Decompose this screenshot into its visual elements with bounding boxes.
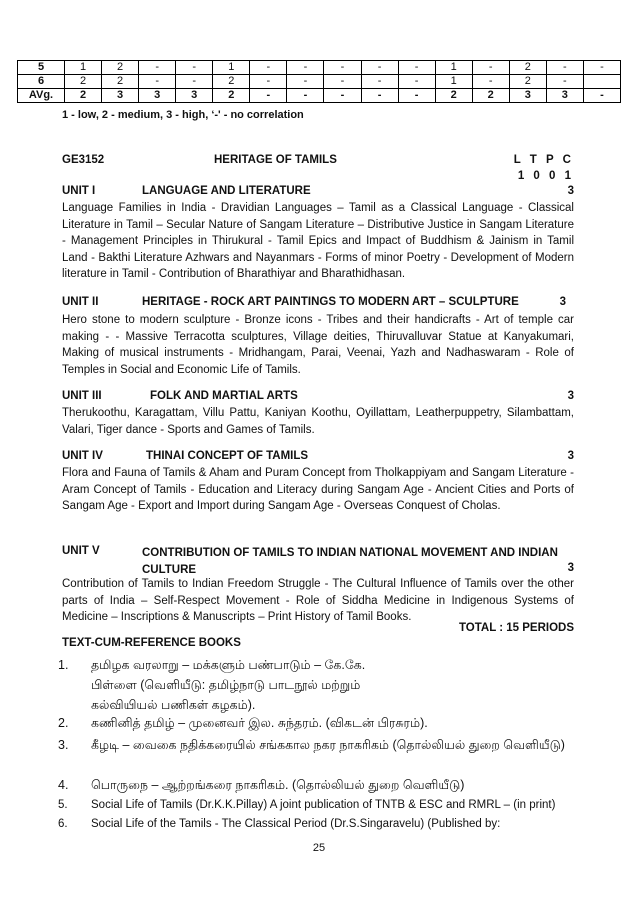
table-cell: 2 (509, 61, 546, 75)
table-cell: 2 (509, 75, 546, 89)
unit-title: THINAI CONCEPT OF TAMILS (146, 450, 309, 462)
table-cell: - (139, 61, 176, 75)
unit-1-heading (62, 185, 574, 200)
reference-text: Social Life of Tamils (Dr.K.K.Pillay) A joint publication of TNTB & ESC and RMRL – (in print) (91, 799, 556, 811)
table-cell: - (287, 61, 324, 75)
table-cell: 3 (176, 89, 213, 103)
row-label-cell: 5 (18, 61, 65, 75)
unit-5-title: CONTRIBUTION OF TAMILS TO INDIAN NATIONAL MOVEMENT AND INDIAN CULTURE (142, 547, 558, 576)
unit-hours: 3 (559, 296, 566, 308)
unit-hours: 3 (567, 185, 574, 197)
table-cell: - (250, 89, 287, 103)
reference-text: தமிழக வரலாறு – மக்களும் பண்பாடும் – கே.கே. பிள்ளை (வெளியீடு: தமிழ்நாடு பாடநூல் மற்றும் கல்வியியல் பணிகள் கழகம்). (91, 658, 366, 712)
table-cell: 3 (546, 89, 583, 103)
table-cell: 2 (65, 89, 102, 103)
table-cell: - (398, 61, 435, 75)
reference-text: கணினித் தமிழ் – முனைவர் இல. சுந்தரம். (விகடன் பிரசுரம்). (91, 716, 428, 730)
row-label-cell: AVg. (18, 89, 65, 103)
unit-number: UNIT II (62, 296, 99, 308)
table-cell: - (546, 61, 583, 75)
table-cell: 1 (213, 61, 250, 75)
table-cell: 2 (472, 89, 509, 103)
unit-hours: 3 (567, 390, 574, 402)
unit-3-heading (62, 390, 574, 405)
unit-number: UNIT III (62, 390, 102, 402)
unit-1-body: Language Families in India - Dravidian Languages – Tamil as a Classical Language - Classical Literature in Tamil – Secular Nature of Sangam Literature – Distributive Justice in Sangam Literature - Management Principles in Thirukural - Tamil Epics and Impact of Buddhism & Jainism in Tamil Land - Bakthi Literature Azhwars and Nayanmars - Forms of minor Poetry - Development of Modern literature in Tamil - Contribution of Bharathiyar and Bharathidhasan. (62, 202, 574, 281)
reference-number: 6. (58, 818, 68, 830)
reference-number: 4. (58, 778, 69, 792)
table-row (18, 89, 621, 103)
unit-title: LANGUAGE AND LITERATURE (142, 185, 311, 197)
table-cell: - (287, 89, 324, 103)
table-cell: - (398, 75, 435, 89)
total-periods: TOTAL : 15 PERIODS (458, 622, 574, 634)
table-cell: 1 (435, 61, 472, 75)
table-cell: 2 (102, 61, 139, 75)
table-cell: - (583, 89, 620, 103)
table-row (18, 61, 621, 75)
table-cell: - (472, 61, 509, 75)
unit-title: FOLK AND MARTIAL ARTS (150, 390, 298, 402)
table-cell: - (324, 89, 361, 103)
table-cell: 2 (435, 89, 472, 103)
unit-5-hours: 3 (567, 562, 574, 574)
reference-number: 3. (58, 738, 69, 752)
unit-hours: 3 (567, 450, 574, 462)
unit-3-body: Therukoothu, Karagattam, Villu Pattu, Kaniyan Koothu, Oyillattam, Leatherpuppetry, Silambattam, Valari, Tiger dance - Sports and Games of Tamils. (62, 407, 574, 436)
table-cell: 1 (435, 75, 472, 89)
course-title: HERITAGE OF TAMILS (214, 154, 337, 166)
unit-number: UNIT I (62, 185, 96, 197)
table-cell: 3 (139, 89, 176, 103)
table-cell: - (324, 61, 361, 75)
table-cell: - (361, 61, 398, 75)
ltpc-label: L T P C (513, 154, 574, 166)
table-cell: - (546, 75, 583, 89)
ltpc-values: 1 0 0 1 (517, 170, 574, 182)
reference-number: 1. (58, 658, 69, 672)
table-cell: 2 (65, 75, 102, 89)
table-cell: - (398, 89, 435, 103)
unit-2-heading (62, 296, 574, 311)
unit-title: HERITAGE - ROCK ART PAINTINGS TO MODERN ART – SCULPTURE (142, 296, 519, 308)
correlation-legend: 1 - low, 2 - medium, 3 - high, ‘-' - no correlation (62, 109, 304, 121)
references-heading: TEXT-CUM-REFERENCE BOOKS (62, 637, 241, 649)
reference-text: கீழடி – வைகை நதிக்கரையில் சங்ககால நகர நாகரிகம் (தொல்லியல் துறை வெளியீடு) (91, 738, 565, 752)
table-cell: - (250, 61, 287, 75)
reference-number: 2. (58, 716, 69, 730)
reference-item (58, 655, 574, 715)
reference-text: பொருநை – ஆற்றங்கரை நாகரிகம். (தொல்லியல் துறை வெளியீடு) (91, 778, 465, 792)
row-label-cell: 6 (18, 75, 65, 89)
co-po-mapping-table (17, 60, 621, 103)
reference-text: Social Life of the Tamils - The Classical Period (Dr.S.Singaravelu) (Published by: (91, 818, 501, 830)
table-cell: - (139, 75, 176, 89)
unit-4-body: Flora and Fauna of Tamils & Aham and Puram Concept from Tholkappiyam and Sangam Literature - Aram Concept of Tamils - Education and Literacy during Sangam Age - Ancient Cities and Ports of Sangam Age - Export and Import during Sangam Age - Overseas Conquest of Cholas. (62, 467, 574, 513)
reference-number: 5. (58, 799, 68, 811)
course-code: GE3152 (62, 154, 105, 166)
table-cell: - (287, 75, 324, 89)
table-cell: 3 (102, 89, 139, 103)
table-cell: 3 (509, 89, 546, 103)
table-cell: - (250, 75, 287, 89)
table-cell: 2 (213, 89, 250, 103)
table-cell (583, 75, 620, 89)
table-cell: 2 (213, 75, 250, 89)
table-cell: - (176, 75, 213, 89)
unit-2-body: Hero stone to modern sculpture - Bronze icons - Tribes and their handicrafts - Art of temple car making - - Massive Terracotta sculptures, Village deities, Thiruvalluvar Statue at Kanyakumari, Making of musical instruments - Mridhangam, Parai, Veenai, Yazh and Nadhaswaram - Role of Temples in Social and Economic Life of Tamils. (62, 314, 574, 376)
table-row (18, 75, 621, 89)
unit-5-body: Contribution of Tamils to Indian Freedom Struggle - The Cultural Influence of Tamils over the other parts of India – Self-Respect Movement - Role of Siddha Medicine in Indigenous Systems of Medicine – Inscriptions & Manuscripts – Print History of Tamil Books. (62, 578, 574, 624)
table-cell: - (361, 75, 398, 89)
table-cell: 2 (102, 75, 139, 89)
table-cell: - (324, 75, 361, 89)
table-cell: - (472, 75, 509, 89)
table-cell: 1 (65, 61, 102, 75)
unit-4-heading (62, 450, 574, 465)
table-cell: - (176, 61, 213, 75)
unit-5-number: UNIT V (62, 545, 100, 557)
table-cell: - (361, 89, 398, 103)
unit-number: UNIT IV (62, 450, 103, 462)
table-cell: - (583, 61, 620, 75)
page-number: 25 (312, 842, 326, 854)
